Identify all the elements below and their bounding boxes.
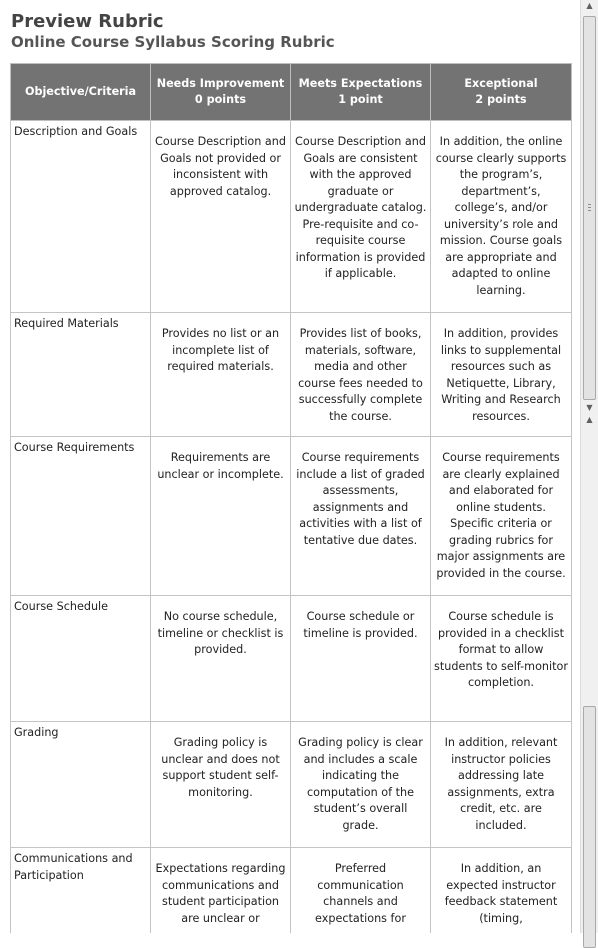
exceptional-text: In addition, an expected instructor feedback statement (timing, — [444, 862, 558, 925]
header-exceptional-label: Exceptional — [464, 76, 538, 90]
scrollbar-thumb[interactable] — [583, 706, 596, 948]
needs-improvement-text: Requirements are unclear or incomplete. — [157, 451, 284, 481]
needs-improvement-cell — [151, 722, 291, 848]
scrollbar-thumb[interactable] — [583, 16, 596, 400]
header-meets-expectations — [291, 64, 431, 121]
rubric-row-course-requirements — [11, 437, 572, 596]
criteria-label: Grading — [14, 726, 59, 739]
rubric-row-course-schedule — [11, 596, 572, 722]
rubric-row-grading — [11, 722, 572, 848]
needs-improvement-cell — [151, 848, 291, 934]
criteria-label: Required Materials — [14, 317, 119, 330]
meets-expectations-text: Course Description and Goals are consistent with the approved graduate or undergraduate catalog. Pre-requisite and co-requisite course information is provided if applicable. — [294, 135, 427, 280]
exceptional-text: Course schedule is provided in a checklist format to allow students to self-monitor completion. — [434, 610, 568, 689]
rubric-header-row — [11, 64, 572, 121]
rubric-row-communications-participation — [11, 848, 572, 934]
rubric-table — [10, 63, 572, 933]
criteria-cell — [11, 437, 151, 596]
needs-improvement-cell — [151, 596, 291, 722]
rubric-row-description-goals — [11, 121, 572, 313]
scroll-down-arrow-icon[interactable]: ▼ — [586, 403, 593, 412]
scroll-up-arrow-icon[interactable]: ▲ — [586, 415, 593, 424]
header-criteria — [11, 64, 151, 121]
needs-improvement-text: Grading policy is unclear and does not support student self-monitoring. — [161, 736, 280, 799]
header-exceptional — [431, 64, 572, 121]
meets-expectations-text: Provides list of books, materials, software, media and other course fees needed to successfully complete the course. — [298, 327, 423, 423]
lower-vertical-scrollbar[interactable] — [580, 414, 598, 933]
exceptional-text: In addition, provides links to supplemental resources such as Netiquette, Library, Writing and Research resources. — [440, 327, 562, 423]
header-needs-improvement — [151, 64, 291, 121]
header-needs-improvement-label: Needs Improvement — [156, 76, 285, 90]
meets-expectations-cell — [291, 437, 431, 596]
header-meets-expectations-label: Meets Expectations — [298, 76, 423, 90]
page-title: Preview Rubric — [11, 11, 164, 32]
meets-expectations-cell — [291, 121, 431, 313]
scrollbar-grip-icon — [588, 204, 591, 211]
exceptional-cell — [431, 848, 572, 934]
meets-expectations-cell — [291, 596, 431, 722]
exceptional-text: Course requirements are clearly explained and elaborated for online students. Specific criteria or grading rubrics for major assignments are provided in the course. — [436, 451, 566, 580]
exceptional-text: In addition, relevant instructor policies addressing late assignments, extra credit, etc. are included. — [444, 736, 558, 832]
meets-expectations-text: Preferred communication channels and expectations for — [315, 862, 406, 925]
needs-improvement-cell — [151, 121, 291, 313]
exceptional-cell — [431, 722, 572, 848]
header-needs-improvement-points: 0 points — [194, 93, 247, 106]
needs-improvement-cell — [151, 437, 291, 596]
scroll-up-arrow-icon[interactable]: ▲ — [586, 1, 593, 10]
exceptional-cell — [431, 596, 572, 722]
criteria-cell — [11, 313, 151, 437]
meets-expectations-cell — [291, 722, 431, 848]
criteria-label: Course Requirements — [14, 441, 135, 454]
header-meets-expectations-points: 1 point — [338, 93, 383, 106]
needs-improvement-text: Course Description and Goals not provided or inconsistent with approved catalog. — [155, 135, 286, 198]
needs-improvement-text: No course schedule, timeline or checklist is provided. — [157, 610, 284, 656]
criteria-label: Description and Goals — [14, 125, 138, 138]
meets-expectations-text: Grading policy is clear and includes a scale indicating the computation of the student’s overall grade. — [298, 736, 423, 832]
criteria-label: Course Schedule — [14, 600, 109, 613]
upper-vertical-scrollbar[interactable] — [580, 0, 598, 414]
exceptional-cell — [431, 121, 572, 313]
page-subtitle: Online Course Syllabus Scoring Rubric — [11, 33, 335, 51]
criteria-cell — [11, 121, 151, 313]
criteria-cell — [11, 848, 151, 934]
meets-expectations-text: Course schedule or timeline is provided. — [303, 610, 418, 640]
meets-expectations-cell — [291, 313, 431, 437]
criteria-cell — [11, 596, 151, 722]
meets-expectations-text: Course requirements include a list of graded assessments, assignments and activities with a list of tentative due dates. — [296, 451, 425, 547]
needs-improvement-text: Expectations regarding communications and student participation are unclear or — [155, 862, 286, 925]
exceptional-text: In addition, the online course clearly supports the program’s, department’s, college’s, and/or university’s role and mission. Course goals are appropriate and adapted to online learning. — [435, 135, 567, 297]
exceptional-cell — [431, 313, 572, 437]
header-exceptional-points: 2 points — [475, 93, 527, 106]
needs-improvement-text: Provides no list or an incomplete list of required materials. — [161, 327, 280, 373]
header-criteria-label: Objective/Criteria — [24, 84, 137, 98]
needs-improvement-cell — [151, 313, 291, 437]
criteria-label: Communications and Participation — [14, 852, 133, 882]
exceptional-cell — [431, 437, 572, 596]
meets-expectations-cell — [291, 848, 431, 934]
rubric-row-required-materials — [11, 313, 572, 437]
criteria-cell — [11, 722, 151, 848]
